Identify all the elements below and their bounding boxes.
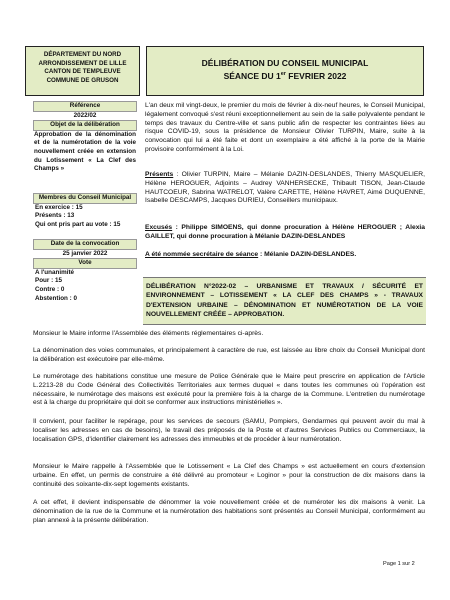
body-paragraph: Monsieur le Maire rappelle à l'Assemblée que le Lotissement « La Clef des Champs » est actuellement en cours d'extension urbaine. En effet, un permis de construire a été délivré au promoteur « Loginor » pour la construction de dix maisons dans la continuité des soixante-dix-sept logements existants. [33,463,425,488]
convocation-value: 25 janvier 2022 [62,249,108,257]
sidebar-convocation [33,239,137,303]
reference-value: 2022/02 [73,111,97,119]
convocation-label: Date de la convocation [33,239,137,250]
header-organization-box [25,46,140,96]
members-label: Membres du Conseil Municipal [33,193,137,204]
excused-text: : Philippe SIMOENS, qui donne procuration à Hélène HEROGUER ; Alexia GAILLET, qui donne procuration à Mélanie DAZIN-DESLANDES [145,224,425,240]
secretary-label: A été nommée secrétaire de séance [145,251,259,258]
sidebar-reference [33,101,137,174]
secretary-text: : Mélanie DAZIN-DESLANDES. [258,251,357,258]
deliberation-title: DÉLIBÉRATION N°2022-02 – URBANISME ET TRAVAUX / SÉCURITÉ ET ENVIRONNEMENT – LOTISSEMENT « LA CLEF DES CHAMPS » - TRAVAUX D'EXTENSION URBAINE – DÉNOMINATION ET NUMÉROTATION DE LA VOIE NOUVELLEMENT CRÉÉE – APPROBATION. [143,277,426,325]
present-label: Présents [145,171,174,178]
title-line-2: SÉANCE DU 1er FEVRIER 2022 [223,70,347,81]
secretary-paragraph [145,251,425,260]
intro-paragraph: L'an deux mil vingt-deux, le premier du mois de février à dix-neuf heures, le Conseil Municipal, légalement convoqué s'est réuni exceptionnellement au sein de la salle polyvalente pendant le temps des travaux du Centre-ville et sans public afin de respecter les contraintes liées au risque COVID-19, sous la présidence de Monsieur Olivier TURPIN, Maire, suite à la convocation qui lui a été faite et dont un exemplaire a été affiché à la porte de la Mairie provisoire conformément à la Loi. [145,102,425,153]
org-line: DÉPARTEMENT DU NORD [43,51,122,58]
object-text: Approbation de la dénomination et de la numérotation de la voie nouvellement créée en extension du Lotissement « La Clef des Champs » [34,130,136,173]
org-line: ARRONDISSEMENT DE LILLE [38,59,127,67]
header-title-box [146,46,424,96]
vote-line: Contre : 0 [35,285,65,293]
title-line-1: DÉLIBÉRATION DU CONSEIL MUNICIPAL [201,58,369,68]
vote-line: A l'unanimité [35,268,75,276]
excused-paragraph [145,224,425,242]
sidebar-members [33,193,137,229]
body-paragraph: Il convient, pour faciliter le repérage, pour les services de secours (SAMU, Pompiers, Gendarmes qui peuvent avoir du mal à localiser les adresses en cas de besoins), le travail des préposés de la Poste et d'autres Services Publics ou Commerciaux, la localisation GPS, d'identifier clairement les adresses des immeubles et de procéder à leur numérotation. [33,418,425,443]
excused-label: Excusés [145,224,173,231]
vote-line: Pour : 15 [35,277,62,285]
body-paragraph: A cet effet, il devient indispensable de dénommer la voie nouvellement créée et de numéroter les dix maisons à venir. La dénomination de la rue de la Commune et la numérotation des habitations sont présentés au Conseil Municipal, conformément au plan annexé à la présente délibération. [33,499,425,524]
members-line: En exercice : 15 [35,203,83,211]
org-line: COMMUNE DE GRUSON [46,76,119,84]
reference-label: Référence [33,101,137,112]
object-label: Objet de la délibération [33,120,137,131]
page-number: Page 1 sur 2 [383,561,415,567]
members-line: Présents : 13 [35,212,75,220]
present-paragraph [145,171,425,206]
body-paragraph: La dénomination des voies communales, et principalement à caractère de rue, est laissée au libre choix du Conseil Municipal dont la délibération est exécutoire par elle-même. [33,347,425,363]
body-paragraph: Monsieur le Maire informe l'Assemblée des éléments réglementaires ci-après. [33,330,264,337]
vote-label: Vote [33,258,137,269]
body-paragraph: Le numérotage des habitations constitue une mesure de Police Générale que le Maire peut prescrire en application de l'Article L.2213-28 du Code Général des Collectivités Territoriales aux termes duquel « dans toutes les communes où l'opération est nécessaire, le numérotage des maisons est exécuté pour la première fois à la charge de la Commune. L'entretien du numérotage est à la charge du propriétaire qui doit se conformer aux instructions ministérielles ». [33,373,425,407]
org-line: CANTON DE TEMPLEUVE [44,68,121,76]
vote-line: Abstention : 0 [35,294,77,302]
members-line: Qui ont pris part au vote : 15 [35,220,121,228]
present-text: : Olivier TURPIN, Maire – Mélanie DAZIN-DESLANDES, Thierry MASQUELIER, Hélène HEROGUER, Adjoints – Audrey VANHERSECKE, Thibault TISON, Jean-Claude HAUTCOEUR, Sabrina WATRELOT, Valère CARETTE, Hélène HAVRET, Aimé DUQUENNE, Isabelle DESCAMPS, Jacques DURIEU, Conseillers municipaux. [145,171,425,205]
